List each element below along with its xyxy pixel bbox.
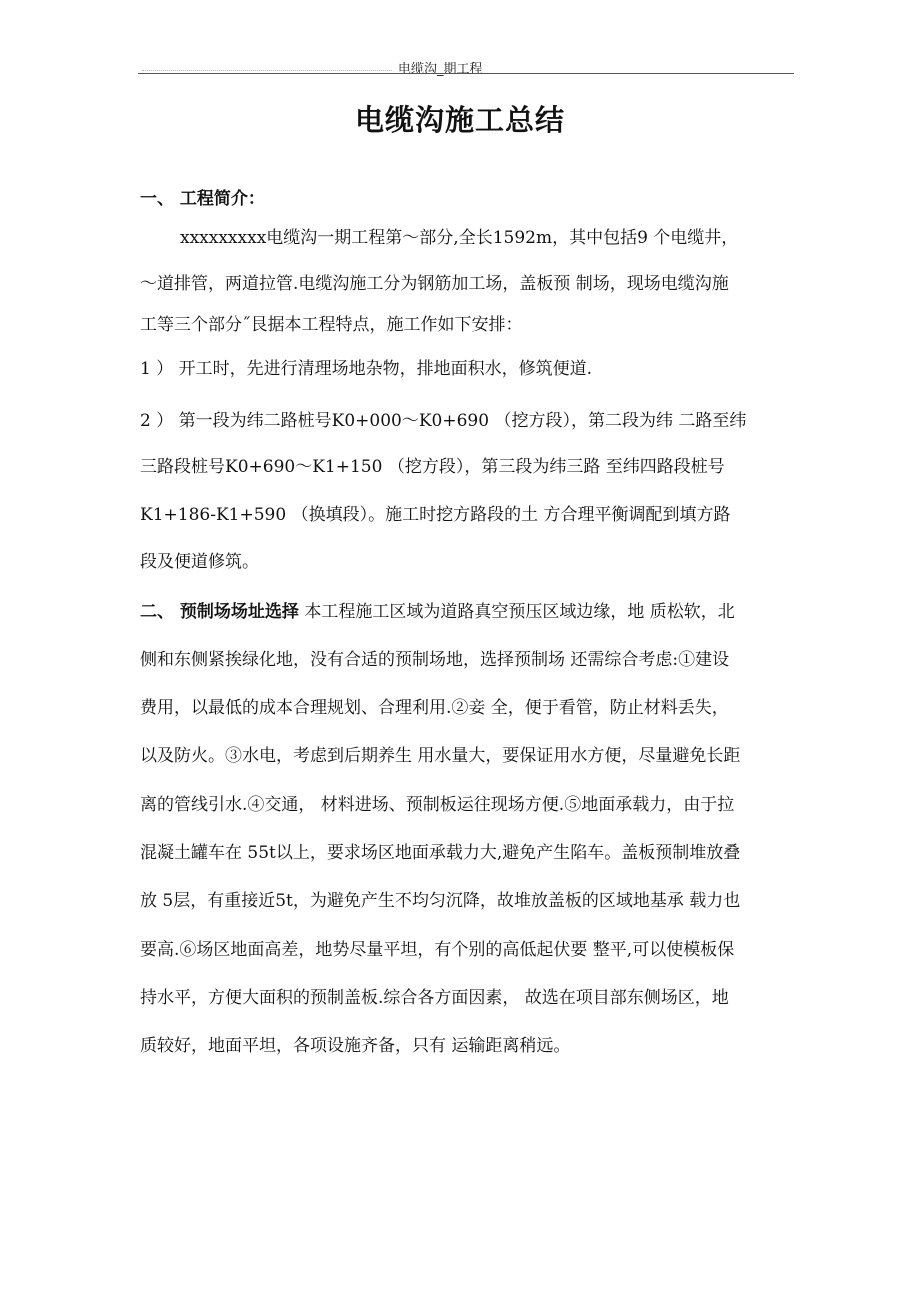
paragraph-line: 持水平，方便大面积的预制盖板.综合各方面因素， 故选在项目部东侧场区，地 [140,988,729,1008]
section1-heading: 一、 工程简介： [140,189,265,209]
paragraph-line: 侧和东侧紧挨绿化地，没有合适的预制场地，选择预制场 还需综合考虑:①建设 [140,650,730,670]
paragraph-line: 费用，以最低的成本合理规划、合理利用.②妾 全，便于看管，防止材料丢失， [140,698,729,718]
paragraph-line: 混凝土罐车在 55t以上，要求场区地面承载力大,避免产生陷车。盖板预制堆放叠 [140,843,741,863]
paragraph-line: 离的管线引水.④交通， 材料进场、预制板运往现场方便.⑤地面承载力，由于拉 [140,795,735,815]
page-title: 电缆沟施工总结 [354,103,565,137]
paragraph-line: 放 5层，有重接近5t，为避免产生不均匀沉降，故堆放盖板的区域地基承 载力也 [140,891,741,911]
section2-first-line [140,600,735,624]
paragraph-text: 本工程施工区域为道路真空预压区域边缘，地 质松软，北 [298,602,735,622]
paragraph-line: 质较好，地面平坦，各项设施齐备，只有 运输距离稍远。 [140,1036,571,1056]
header-rule [138,73,794,74]
header-dotted-rule [142,70,392,71]
list-item-1: 1 ） 开工时，先进行清理场地杂物，排地面积水，修筑便道. [140,359,593,379]
list-item-2: 2 ） 第一段为纬二路桩号K0+000～K0+690 （挖方段），第二段为纬 二路至纬 [140,411,747,431]
section2-heading: 二、 预制场场址选择 [140,602,299,622]
paragraph-line: 工等三个部分˝艮据本工程特点，施工作如下安排： [140,315,523,335]
paragraph-line: 以及防火。③水电，考虑到后期养生 用水量大，要保证用水方便，尽量避免长距 [140,746,741,766]
paragraph-line: K1+186-K1+590 （换填段）。施工时挖方路段的土 方合理平衡调配到填方路 [140,505,731,525]
paragraph-line: 三路段桩号K0+690～K1+150 （挖方段），第三段为纬三路 至纬四路段桩号 [140,457,725,477]
paragraph-line: ～道排管，两道拉管.电缆沟施工分为钢筋加工场，盖板预 制场，现场电缆沟施 [140,274,729,294]
paragraph-line: 段及便道修筑。 [140,552,259,572]
running-header: 电缆沟_期工程 [398,62,483,77]
paragraph-line: xxxxxxxxx电缆沟一期工程第～部分,全长1592m，其中包括9 个电缆井， [180,228,739,248]
paragraph-line: 要高.⑥场区地面高差，地势尽量平坦，有个别的高低起伏要 整平,可以使模板保 [140,940,735,960]
